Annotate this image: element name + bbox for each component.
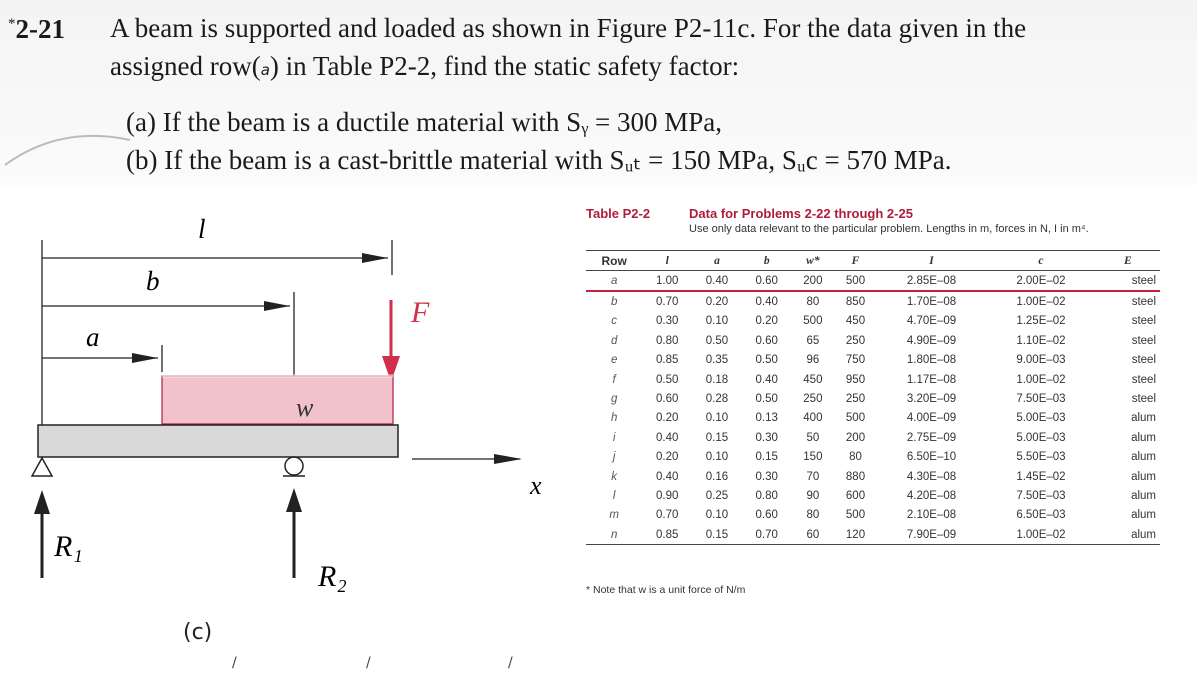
table-row bbox=[586, 312, 1160, 331]
row-label-cell: k bbox=[611, 470, 618, 483]
table-cell: 1.70E–08 bbox=[906, 296, 957, 309]
table-cell: 0.60 bbox=[742, 271, 792, 292]
row-label-cell: m bbox=[609, 509, 619, 522]
table-cell: 4.30E–08 bbox=[906, 470, 957, 483]
table-row bbox=[586, 291, 1160, 311]
table-cell: 1.80E–08 bbox=[906, 354, 957, 367]
row-label-cell: g bbox=[610, 393, 618, 406]
handwritten-row-letter: a bbox=[260, 61, 270, 79]
table-cell: 0.18 bbox=[705, 373, 729, 386]
row-label-cell: b bbox=[610, 296, 618, 309]
table-cell: 850 bbox=[845, 296, 866, 309]
table-cell: 0.60 bbox=[655, 393, 679, 406]
table-cell: 600 bbox=[845, 489, 866, 502]
col-header: l bbox=[642, 251, 692, 271]
table-cell: 0.20 bbox=[655, 451, 679, 464]
table-cell: 0.85 bbox=[655, 354, 679, 367]
table-cell: 880 bbox=[845, 470, 866, 483]
data-table bbox=[586, 250, 1160, 545]
table-cell: 2.75E–09 bbox=[906, 431, 957, 444]
table-cell: 0.85 bbox=[642, 525, 692, 545]
problem-line-2: assigned row(a) in Table P2-2, find the static safety factor: bbox=[110, 51, 740, 81]
table-cell: 0.50 bbox=[755, 354, 778, 367]
table-body bbox=[586, 271, 1160, 545]
table-subheading: Use only data relevant to the particular problem. Lengths in m, forces in N, I in m⁴. bbox=[689, 223, 1089, 235]
table-cell: 0.10 bbox=[705, 412, 729, 425]
table-cell: 0.25 bbox=[705, 489, 729, 502]
problem-number: *2-21 bbox=[8, 14, 65, 44]
row-label-cell: n bbox=[586, 525, 642, 545]
table-cell: 0.15 bbox=[692, 525, 742, 545]
table-cell: 2.00E–02 bbox=[986, 271, 1095, 292]
table-cell: 96 bbox=[806, 354, 820, 367]
table-cell: 1.10E–02 bbox=[1016, 334, 1066, 347]
table-cell: 500 bbox=[845, 412, 866, 425]
col-header: w* bbox=[792, 251, 835, 271]
row-label-cell: a bbox=[586, 271, 642, 292]
table-cell: 90 bbox=[806, 489, 820, 502]
table-cell: alum bbox=[1131, 509, 1156, 522]
table-row bbox=[586, 525, 1160, 545]
table-row bbox=[586, 448, 1160, 467]
table-row bbox=[586, 506, 1160, 525]
table-cell: 0.40 bbox=[755, 373, 778, 386]
table-cell: 0.50 bbox=[705, 334, 729, 347]
table-cell: 0.40 bbox=[755, 296, 778, 309]
table-cell: 5.00E–03 bbox=[1016, 412, 1066, 425]
table-cell: alum bbox=[1131, 470, 1156, 483]
beam-figure bbox=[0, 200, 570, 610]
part-b-text: (b) If the beam is a cast-brittle material with Sᵤₜ = 150 MPa, Sᵤc = 570 MPa. bbox=[126, 145, 952, 175]
label-x: x bbox=[530, 471, 542, 500]
problem-line-1: A beam is supported and loaded as shown in Figure P2-11c. For the data given in the bbox=[110, 13, 1027, 43]
table-cell: 0.20 bbox=[705, 296, 729, 309]
table-cell: 400 bbox=[803, 412, 823, 425]
table-cell: 6.50E–03 bbox=[1016, 509, 1066, 522]
table-row bbox=[586, 467, 1160, 486]
table-cell: 0.50 bbox=[655, 373, 679, 386]
table-cell: 4.00E–09 bbox=[906, 412, 957, 425]
table-cell: 0.50 bbox=[755, 393, 778, 406]
col-header: Row bbox=[586, 251, 642, 271]
x-axis-arrow bbox=[494, 454, 522, 464]
roller-support bbox=[285, 457, 303, 475]
table-cell: 250 bbox=[845, 334, 866, 347]
table-row bbox=[586, 409, 1160, 428]
row-label-cell: i bbox=[612, 431, 616, 444]
table-cell: 9.00E–03 bbox=[1016, 354, 1066, 367]
table-cell: 1.17E–08 bbox=[906, 373, 957, 386]
stray-mark: / bbox=[232, 655, 237, 671]
table-cell: 4.70E–09 bbox=[906, 315, 957, 328]
col-header: E bbox=[1096, 251, 1160, 271]
table-cell: 0.40 bbox=[655, 470, 679, 483]
table-cell: 70 bbox=[806, 470, 820, 483]
table-row bbox=[586, 389, 1160, 408]
table-cell: 250 bbox=[845, 393, 866, 406]
dim-l-arrow bbox=[362, 253, 388, 263]
table-cell: 2.85E–08 bbox=[877, 271, 986, 292]
row-label-cell: f bbox=[612, 373, 616, 386]
table-cell: 0.90 bbox=[655, 489, 679, 502]
table-row bbox=[586, 428, 1160, 447]
table-cell: 0.30 bbox=[755, 431, 778, 444]
r1-arrow-head bbox=[34, 490, 50, 514]
table-cell: 0.35 bbox=[705, 354, 729, 367]
col-header: c bbox=[986, 251, 1095, 271]
label-w: w bbox=[296, 393, 314, 422]
table-heading: Data for Problems 2-22 through 2-25 bbox=[689, 206, 913, 221]
table-cell: steel bbox=[1131, 373, 1156, 386]
table-cell: 1.00E–02 bbox=[1016, 296, 1066, 309]
table-cell: steel bbox=[1131, 393, 1156, 406]
label-l: l bbox=[198, 214, 206, 244]
figure-caption: (c) bbox=[183, 620, 213, 645]
label-R1: R₁ bbox=[54, 530, 83, 563]
table-cell: 0.70 bbox=[742, 525, 792, 545]
part-a-text: (a) If the beam is a ductile material with Sᵧ = 300 MPa, bbox=[126, 107, 722, 137]
table-cell: 0.15 bbox=[755, 451, 778, 464]
table-cell: 80 bbox=[849, 451, 862, 464]
label-b: b bbox=[146, 266, 160, 296]
row-label-cell: d bbox=[610, 334, 618, 347]
pin-support bbox=[32, 458, 52, 476]
table-cell: 0.13 bbox=[755, 412, 778, 425]
label-F: F bbox=[411, 296, 430, 329]
label-R2: R₂ bbox=[318, 560, 347, 593]
col-header: b bbox=[742, 251, 792, 271]
table-cell: 750 bbox=[845, 354, 866, 367]
table-cell: 3.20E–09 bbox=[906, 393, 957, 406]
stray-mark: / bbox=[508, 655, 513, 671]
label-a: a bbox=[86, 322, 100, 352]
table-cell: 5.50E–03 bbox=[1016, 451, 1066, 464]
table-cell: 200 bbox=[792, 271, 835, 292]
swoosh-mark bbox=[0, 130, 140, 180]
table-cell: steel bbox=[1131, 334, 1156, 347]
table-cell: 1.45E–02 bbox=[1016, 470, 1066, 483]
table-cell: steel bbox=[1131, 315, 1156, 328]
col-header: a bbox=[692, 251, 742, 271]
table-cell: 0.40 bbox=[655, 431, 679, 444]
table-cell: 80 bbox=[806, 509, 820, 522]
table-cell: 0.15 bbox=[705, 431, 729, 444]
table-cell: alum bbox=[1096, 525, 1160, 545]
table-cell: 1.00E–02 bbox=[986, 525, 1095, 545]
table-cell: 1.00E–02 bbox=[1016, 373, 1066, 386]
row-label-cell: h bbox=[610, 412, 618, 425]
table-cell: 0.60 bbox=[755, 509, 778, 522]
table-header-row bbox=[586, 251, 1160, 271]
table-cell: steel bbox=[1131, 354, 1156, 367]
dim-b-arrow bbox=[264, 301, 290, 311]
table-cell: 50 bbox=[806, 431, 820, 444]
table-cell: 0.30 bbox=[655, 315, 679, 328]
table-cell: 450 bbox=[845, 315, 866, 328]
table-cell: steel bbox=[1096, 271, 1160, 292]
table-cell: 6.50E–10 bbox=[906, 451, 957, 464]
table-cell: 1.00 bbox=[642, 271, 692, 292]
table-cell: 0.70 bbox=[655, 296, 679, 309]
distributed-load bbox=[162, 376, 393, 424]
r2-arrow-head bbox=[286, 488, 302, 512]
table-cell: alum bbox=[1131, 412, 1156, 425]
table-cell: 5.00E–03 bbox=[1016, 431, 1066, 444]
table-cell: 0.70 bbox=[655, 509, 679, 522]
table-cell: steel bbox=[1131, 296, 1156, 309]
table-cell: 500 bbox=[834, 271, 877, 292]
table-cell: 65 bbox=[806, 334, 820, 347]
table-cell: 150 bbox=[803, 451, 823, 464]
table-cell: 60 bbox=[792, 525, 835, 545]
table-cell: 0.30 bbox=[755, 470, 778, 483]
table-cell: 0.10 bbox=[705, 509, 729, 522]
table-cell: alum bbox=[1131, 431, 1156, 444]
table-cell: 500 bbox=[803, 315, 823, 328]
table-row bbox=[586, 331, 1160, 350]
col-header: F bbox=[834, 251, 877, 271]
table-cell: 950 bbox=[845, 373, 866, 386]
table-row bbox=[586, 271, 1160, 292]
table-cell: 2.10E–08 bbox=[906, 509, 957, 522]
row-label-cell: e bbox=[610, 354, 618, 367]
col-header: I bbox=[877, 251, 986, 271]
table-cell: 500 bbox=[845, 509, 866, 522]
table-cell: 7.90E–09 bbox=[877, 525, 986, 545]
table-row bbox=[586, 370, 1160, 389]
table-cell: alum bbox=[1131, 451, 1156, 464]
row-label-cell: c bbox=[611, 315, 618, 328]
table-cell: 200 bbox=[845, 431, 866, 444]
table-cell: alum bbox=[1131, 489, 1156, 502]
table-row bbox=[586, 351, 1160, 370]
table-cell: 0.16 bbox=[705, 470, 729, 483]
table-cell: 7.50E–03 bbox=[1016, 489, 1066, 502]
table-label: Table P2-2 bbox=[586, 206, 651, 221]
table-footnote: * Note that w is a unit force of N/m bbox=[586, 584, 746, 596]
table-cell: 0.80 bbox=[655, 334, 679, 347]
table-cell: 120 bbox=[834, 525, 877, 545]
row-label-cell: l bbox=[612, 489, 616, 502]
stray-mark: / bbox=[366, 655, 371, 671]
table-cell: 0.20 bbox=[755, 315, 778, 328]
table-cell: 250 bbox=[803, 393, 823, 406]
table-cell: 4.20E–08 bbox=[906, 489, 957, 502]
table-cell: 1.25E–02 bbox=[1016, 315, 1066, 328]
table-cell: 0.40 bbox=[692, 271, 742, 292]
table-cell: 0.60 bbox=[755, 334, 778, 347]
table-cell: 4.90E–09 bbox=[906, 334, 957, 347]
beam bbox=[38, 425, 398, 457]
table-cell: 0.10 bbox=[705, 315, 729, 328]
table-cell: 0.20 bbox=[655, 412, 679, 425]
table-cell: 7.50E–03 bbox=[1016, 393, 1066, 406]
table-cell: 0.80 bbox=[755, 489, 778, 502]
problem-statement bbox=[0, 0, 1197, 185]
dim-a-arrow bbox=[132, 353, 158, 363]
table-cell: 0.10 bbox=[705, 451, 729, 464]
table-cell: 80 bbox=[806, 296, 820, 309]
table-row bbox=[586, 486, 1160, 505]
row-label-cell: j bbox=[612, 451, 616, 464]
table-cell: 0.28 bbox=[705, 393, 729, 406]
table-cell: 450 bbox=[803, 373, 823, 386]
